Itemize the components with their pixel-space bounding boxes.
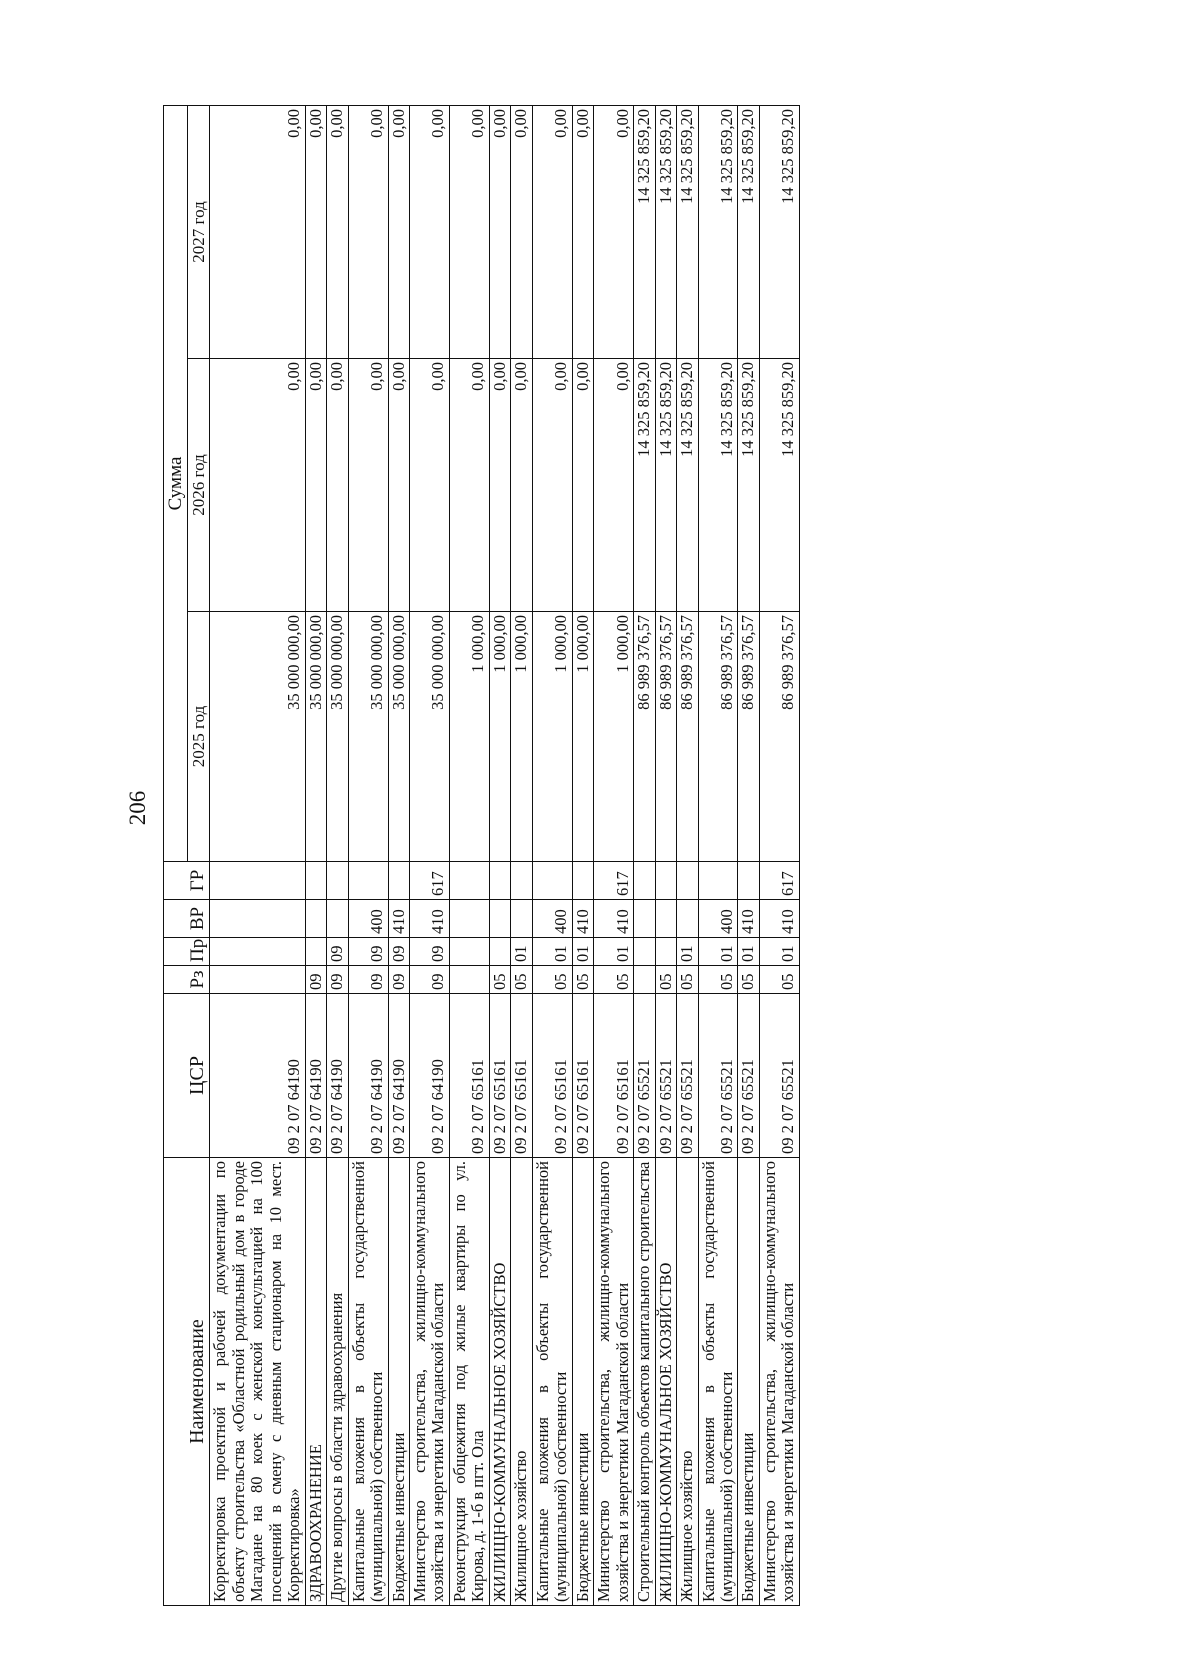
row-rz: 05 <box>594 966 634 994</box>
row-amount-2026: 14 325 859,20 <box>759 359 799 612</box>
row-amount-2025: 1 000,00 <box>594 612 634 862</box>
row-csr: 09 2 07 65521 <box>698 994 738 1158</box>
row-amount-2026: 14 325 859,20 <box>738 359 759 612</box>
table-row <box>738 105 759 1605</box>
row-amount-2025: 86 989 376,57 <box>759 612 799 862</box>
row-vr: 400 <box>698 900 738 938</box>
row-gr <box>388 862 409 900</box>
row-pr: 09 <box>348 938 388 966</box>
row-amount-2027: 0,00 <box>327 105 348 358</box>
row-gr <box>532 862 572 900</box>
table-row <box>572 105 593 1605</box>
row-amount-2025: 86 989 376,57 <box>634 612 655 862</box>
row-vr: 410 <box>409 900 449 938</box>
row-gr <box>449 862 489 900</box>
row-name: Капитальные вложения в объекты государственной (муниципальной) собственности <box>348 1158 388 1606</box>
table-row <box>594 105 634 1605</box>
row-rz <box>210 966 305 994</box>
row-csr: 09 2 07 65521 <box>634 994 655 1158</box>
row-vr: 410 <box>594 900 634 938</box>
row-vr: 410 <box>388 900 409 938</box>
rotated-table-wrapper <box>163 106 1033 1606</box>
row-name: Министерство строительства, жилищно-коммунального хозяйства и энергетики Магаданской области <box>409 1158 449 1606</box>
row-amount-2025: 86 989 376,57 <box>655 612 676 862</box>
row-name: Жилищное хозяйство <box>511 1158 532 1606</box>
table-row <box>348 105 388 1605</box>
table-row <box>489 105 510 1605</box>
row-amount-2027: 0,00 <box>210 105 305 358</box>
row-csr: 09 2 07 65521 <box>759 994 799 1158</box>
row-vr <box>634 900 655 938</box>
row-name: Бюджетные инвестиции <box>572 1158 593 1606</box>
row-amount-2025: 1 000,00 <box>489 612 510 862</box>
row-amount-2025: 1 000,00 <box>511 612 532 862</box>
row-vr <box>489 900 510 938</box>
row-amount-2026: 0,00 <box>489 359 510 612</box>
row-name: Бюджетные инвестиции <box>738 1158 759 1606</box>
row-amount-2026: 14 325 859,20 <box>655 359 676 612</box>
row-name: Строительный контроль объектов капитального строительства <box>634 1158 655 1606</box>
row-gr <box>511 862 532 900</box>
header-pr: Пр <box>164 938 210 966</box>
row-vr <box>210 900 305 938</box>
header-name: Наименование <box>164 1158 210 1606</box>
row-vr <box>327 900 348 938</box>
row-pr: 01 <box>572 938 593 966</box>
row-pr: 09 <box>409 938 449 966</box>
row-amount-2025: 35 000 000,00 <box>409 612 449 862</box>
row-name: Министерство строительства, жилищно-коммунального хозяйства и энергетики Магаданской области <box>594 1158 634 1606</box>
row-rz: 05 <box>655 966 676 994</box>
row-pr: 09 <box>327 938 348 966</box>
table-row <box>655 105 676 1605</box>
row-csr: 09 2 07 65161 <box>532 994 572 1158</box>
row-name: ЖИЛИЩНО-КОММУНАЛЬНОЕ ХОЗЯЙСТВО <box>489 1158 510 1606</box>
row-rz: 09 <box>348 966 388 994</box>
row-csr: 09 2 07 64190 <box>327 994 348 1158</box>
row-name: Корректировка проектной и рабочей документации по объекту строительства «Областной родильный дом в городе Магадане на 80 коек с женской консультацией на 100 посещений в смену с дневным стационаром на 10 мест. Корректировка» <box>210 1158 305 1606</box>
row-amount-2025: 1 000,00 <box>572 612 593 862</box>
row-gr: 617 <box>409 862 449 900</box>
table-row <box>449 105 489 1605</box>
row-amount-2025: 1 000,00 <box>449 612 489 862</box>
row-pr <box>210 938 305 966</box>
row-vr <box>511 900 532 938</box>
row-amount-2027: 0,00 <box>449 105 489 358</box>
row-vr <box>677 900 698 938</box>
row-pr: 01 <box>594 938 634 966</box>
row-vr <box>655 900 676 938</box>
row-rz: 05 <box>489 966 510 994</box>
row-vr: 410 <box>738 900 759 938</box>
table-row <box>511 105 532 1605</box>
row-pr <box>634 938 655 966</box>
row-amount-2026: 0,00 <box>305 359 326 612</box>
table-row <box>409 105 449 1605</box>
row-amount-2025: 35 000 000,00 <box>327 612 348 862</box>
row-rz: 09 <box>409 966 449 994</box>
row-gr <box>305 862 326 900</box>
row-rz: 09 <box>388 966 409 994</box>
row-gr <box>327 862 348 900</box>
row-amount-2025: 1 000,00 <box>532 612 572 862</box>
row-csr: 09 2 07 64190 <box>409 994 449 1158</box>
row-amount-2026: 0,00 <box>572 359 593 612</box>
row-vr: 410 <box>759 900 799 938</box>
table-row <box>388 105 409 1605</box>
row-gr <box>655 862 676 900</box>
row-pr <box>655 938 676 966</box>
row-rz: 05 <box>738 966 759 994</box>
row-amount-2025: 35 000 000,00 <box>348 612 388 862</box>
table-row <box>759 105 799 1605</box>
row-pr: 09 <box>388 938 409 966</box>
page-number: 206 <box>125 790 150 826</box>
row-amount-2026: 0,00 <box>210 359 305 612</box>
row-amount-2026: 14 325 859,20 <box>698 359 738 612</box>
row-amount-2027: 14 325 859,20 <box>738 105 759 358</box>
row-amount-2027: 0,00 <box>305 105 326 358</box>
row-rz: 05 <box>759 966 799 994</box>
row-amount-2027: 0,00 <box>594 105 634 358</box>
row-amount-2025: 35 000 000,00 <box>305 612 326 862</box>
row-amount-2026: 0,00 <box>327 359 348 612</box>
table-row <box>305 105 326 1605</box>
row-vr: 400 <box>348 900 388 938</box>
row-name: Другие вопросы в области здравоохранения <box>327 1158 348 1606</box>
row-pr <box>449 938 489 966</box>
row-amount-2025: 35 000 000,00 <box>210 612 305 862</box>
row-gr <box>489 862 510 900</box>
row-rz: 05 <box>532 966 572 994</box>
row-name: Бюджетные инвестиции <box>388 1158 409 1606</box>
row-csr: 09 2 07 64190 <box>305 994 326 1158</box>
table-row <box>210 105 305 1605</box>
row-vr: 400 <box>532 900 572 938</box>
row-csr: 09 2 07 65161 <box>449 994 489 1158</box>
row-rz: 05 <box>698 966 738 994</box>
row-gr: 617 <box>759 862 799 900</box>
row-vr <box>449 900 489 938</box>
header-gr: ГР <box>164 862 210 900</box>
row-rz: 05 <box>677 966 698 994</box>
row-amount-2027: 0,00 <box>511 105 532 358</box>
row-name: ЗДРАВООХРАНЕНИЕ <box>305 1158 326 1606</box>
row-rz: 05 <box>511 966 532 994</box>
row-amount-2026: 14 325 859,20 <box>634 359 655 612</box>
row-gr <box>572 862 593 900</box>
row-pr <box>305 938 326 966</box>
row-name: Капитальные вложения в объекты государственной (муниципальной) собственности <box>698 1158 738 1606</box>
row-pr: 01 <box>698 938 738 966</box>
row-name: Жилищное хозяйство <box>677 1158 698 1606</box>
row-amount-2027: 14 325 859,20 <box>759 105 799 358</box>
row-rz <box>634 966 655 994</box>
row-amount-2025: 86 989 376,57 <box>738 612 759 862</box>
row-pr: 01 <box>759 938 799 966</box>
row-name: Капитальные вложения в объекты государственной (муниципальной) собственности <box>532 1158 572 1606</box>
header-2027: 2027 год <box>188 105 210 358</box>
row-amount-2026: 0,00 <box>511 359 532 612</box>
row-amount-2026: 0,00 <box>388 359 409 612</box>
row-pr: 01 <box>738 938 759 966</box>
table-row <box>327 105 348 1605</box>
row-rz: 05 <box>572 966 593 994</box>
header-csr: ЦСР <box>164 994 210 1158</box>
header-row-1 <box>164 105 188 1605</box>
row-csr: 09 2 07 65161 <box>572 994 593 1158</box>
row-amount-2027: 14 325 859,20 <box>698 105 738 358</box>
row-rz: 09 <box>327 966 348 994</box>
row-pr: 01 <box>532 938 572 966</box>
header-vr: ВР <box>164 900 210 938</box>
row-csr: 09 2 07 65161 <box>594 994 634 1158</box>
row-csr: 09 2 07 65521 <box>738 994 759 1158</box>
row-gr <box>738 862 759 900</box>
row-vr <box>305 900 326 938</box>
row-gr <box>634 862 655 900</box>
row-rz: 09 <box>305 966 326 994</box>
row-name: Министерство строительства, жилищно-коммунального хозяйства и энергетики Магаданской области <box>759 1158 799 1606</box>
row-amount-2025: 86 989 376,57 <box>698 612 738 862</box>
row-amount-2025: 35 000 000,00 <box>388 612 409 862</box>
row-amount-2026: 14 325 859,20 <box>677 359 698 612</box>
row-amount-2027: 0,00 <box>388 105 409 358</box>
header-rz: Рз <box>164 966 210 994</box>
row-gr <box>210 862 305 900</box>
row-csr: 09 2 07 64190 <box>348 994 388 1158</box>
row-amount-2026: 0,00 <box>449 359 489 612</box>
row-amount-2027: 14 325 859,20 <box>677 105 698 358</box>
row-csr: 09 2 07 64190 <box>388 994 409 1158</box>
row-csr: 09 2 07 65521 <box>655 994 676 1158</box>
header-sum: Сумма <box>164 105 188 861</box>
row-pr <box>489 938 510 966</box>
row-amount-2027: 0,00 <box>532 105 572 358</box>
row-csr: 09 2 07 65161 <box>489 994 510 1158</box>
row-amount-2025: 86 989 376,57 <box>677 612 698 862</box>
budget-table <box>163 105 800 1606</box>
row-rz <box>449 966 489 994</box>
table-row <box>698 105 738 1605</box>
table-row <box>677 105 698 1605</box>
row-amount-2026: 0,00 <box>409 359 449 612</box>
row-csr: 09 2 07 65161 <box>511 994 532 1158</box>
row-gr: 617 <box>594 862 634 900</box>
row-gr <box>348 862 388 900</box>
row-amount-2027: 0,00 <box>348 105 388 358</box>
row-amount-2026: 0,00 <box>348 359 388 612</box>
row-gr <box>677 862 698 900</box>
row-amount-2027: 0,00 <box>489 105 510 358</box>
row-amount-2027: 14 325 859,20 <box>634 105 655 358</box>
row-amount-2026: 0,00 <box>594 359 634 612</box>
row-csr: 09 2 07 65521 <box>677 994 698 1158</box>
row-amount-2027: 0,00 <box>409 105 449 358</box>
row-gr <box>698 862 738 900</box>
row-csr: 09 2 07 64190 <box>210 994 305 1158</box>
row-amount-2026: 0,00 <box>532 359 572 612</box>
header-2025: 2025 год <box>188 612 210 862</box>
row-vr: 410 <box>572 900 593 938</box>
row-name: Реконструкция общежития под жилые квартиры по ул. Кирова, д. 1-б в пгт. Ола <box>449 1158 489 1606</box>
row-amount-2027: 0,00 <box>572 105 593 358</box>
row-amount-2027: 14 325 859,20 <box>655 105 676 358</box>
row-name: ЖИЛИЩНО-КОММУНАЛЬНОЕ ХОЗЯЙСТВО <box>655 1158 676 1606</box>
table-row <box>634 105 655 1605</box>
header-2026: 2026 год <box>188 359 210 612</box>
table-row <box>532 105 572 1605</box>
row-pr: 01 <box>677 938 698 966</box>
row-pr: 01 <box>511 938 532 966</box>
